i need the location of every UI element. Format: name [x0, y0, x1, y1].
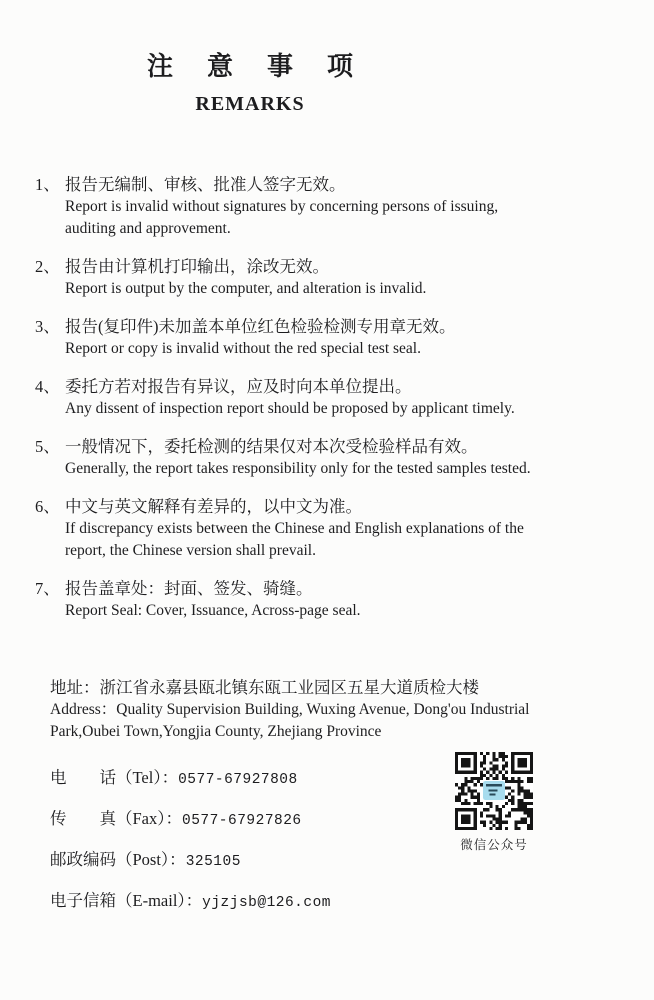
remark-item [35, 174, 625, 240]
remark-number: 6、 [35, 497, 60, 516]
contact-label: 传 真（Fax）： [50, 809, 182, 828]
remark-item [35, 496, 625, 562]
remark-item [35, 256, 625, 300]
remark-number: 3、 [35, 317, 60, 336]
contact-row [50, 764, 630, 787]
remark-text-english: Any dissent of inspection report should be proposed by applicant timely. [65, 400, 515, 417]
contact-value: yjzjsb@126.com [202, 895, 331, 911]
remark-text-chinese: 报告(复印件)未加盖本单位红色检验检测专用章无效。 [65, 317, 456, 336]
remark-text-chinese: 报告盖章处：封面、签发、骑缝。 [65, 579, 313, 598]
wechat-qr-code-icon [455, 752, 533, 830]
remark-text-english: Report or copy is invalid without the red special test seal. [65, 340, 421, 357]
remark-number: 4、 [35, 377, 60, 396]
remark-item [35, 376, 625, 420]
remark-text-english: Report is output by the computer, and alteration is invalid. [65, 280, 427, 297]
contact-footer [50, 677, 630, 910]
remark-item [35, 578, 625, 622]
contact-row [50, 887, 630, 910]
contact-value: 0577-67927808 [178, 772, 298, 788]
remark-item [35, 316, 625, 360]
contact-label: 电 话（Tel）： [50, 768, 179, 787]
remark-number: 5、 [35, 437, 60, 456]
remark-number: 7、 [35, 579, 60, 598]
remark-number: 2、 [35, 257, 60, 276]
contact-row [50, 805, 630, 828]
remark-text-chinese: 一般情况下，委托检测的结果仅对本次受检验样品有效。 [65, 437, 478, 456]
remark-number: 1、 [35, 175, 60, 194]
contact-value: 325105 [185, 854, 241, 870]
wechat-qr-block [455, 752, 533, 853]
remark-text-english: Report Seal: Cover, Issuance, Across-page seal. [65, 602, 361, 619]
remark-text-english: Report is invalid without signatures by concerning persons of issuing, auditing and approvement. [65, 198, 499, 237]
contact-row [50, 846, 630, 869]
address-chinese: 地址：浙江省永嘉县瓯北镇东瓯工业园区五星大道质检大楼 [50, 678, 479, 697]
contact-rows [50, 764, 630, 910]
remark-text-english: If discrepancy exists between the Chinese and English explanations of the report, the Chinese version shall prevail. [65, 520, 524, 559]
page-title-chinese: 注意事项 [146, 52, 387, 81]
page-header [0, 0, 500, 115]
remark-text-chinese: 报告由计算机打印输出，涂改无效。 [65, 257, 329, 276]
remark-item [35, 436, 625, 480]
remark-text-chinese: 中文与英文解释有差异的，以中文为准。 [65, 497, 362, 516]
contact-value: 0577-67927826 [182, 813, 302, 829]
wechat-qr-caption: 微信公众号 [460, 838, 528, 852]
remarks-list [35, 174, 625, 622]
remark-text-chinese: 委托方若对报告有异议，应及时向本单位提出。 [65, 377, 412, 396]
contact-label: 邮政编码（Post）： [50, 850, 186, 869]
page-title-english: REMARKS [195, 93, 305, 115]
address-english: Address：Quality Supervision Building, Wuxing Avenue, Dong'ou Industrial Park,Oubei Town,Yongjia County, Zhejiang Province [50, 701, 530, 740]
remark-text-chinese: 报告无编制、审核、批准人签字无效。 [65, 175, 346, 194]
contact-label: 电子信箱（E-mail）： [50, 891, 203, 910]
remark-text-english: Generally, the report takes responsibility only for the tested samples tested. [65, 460, 531, 477]
